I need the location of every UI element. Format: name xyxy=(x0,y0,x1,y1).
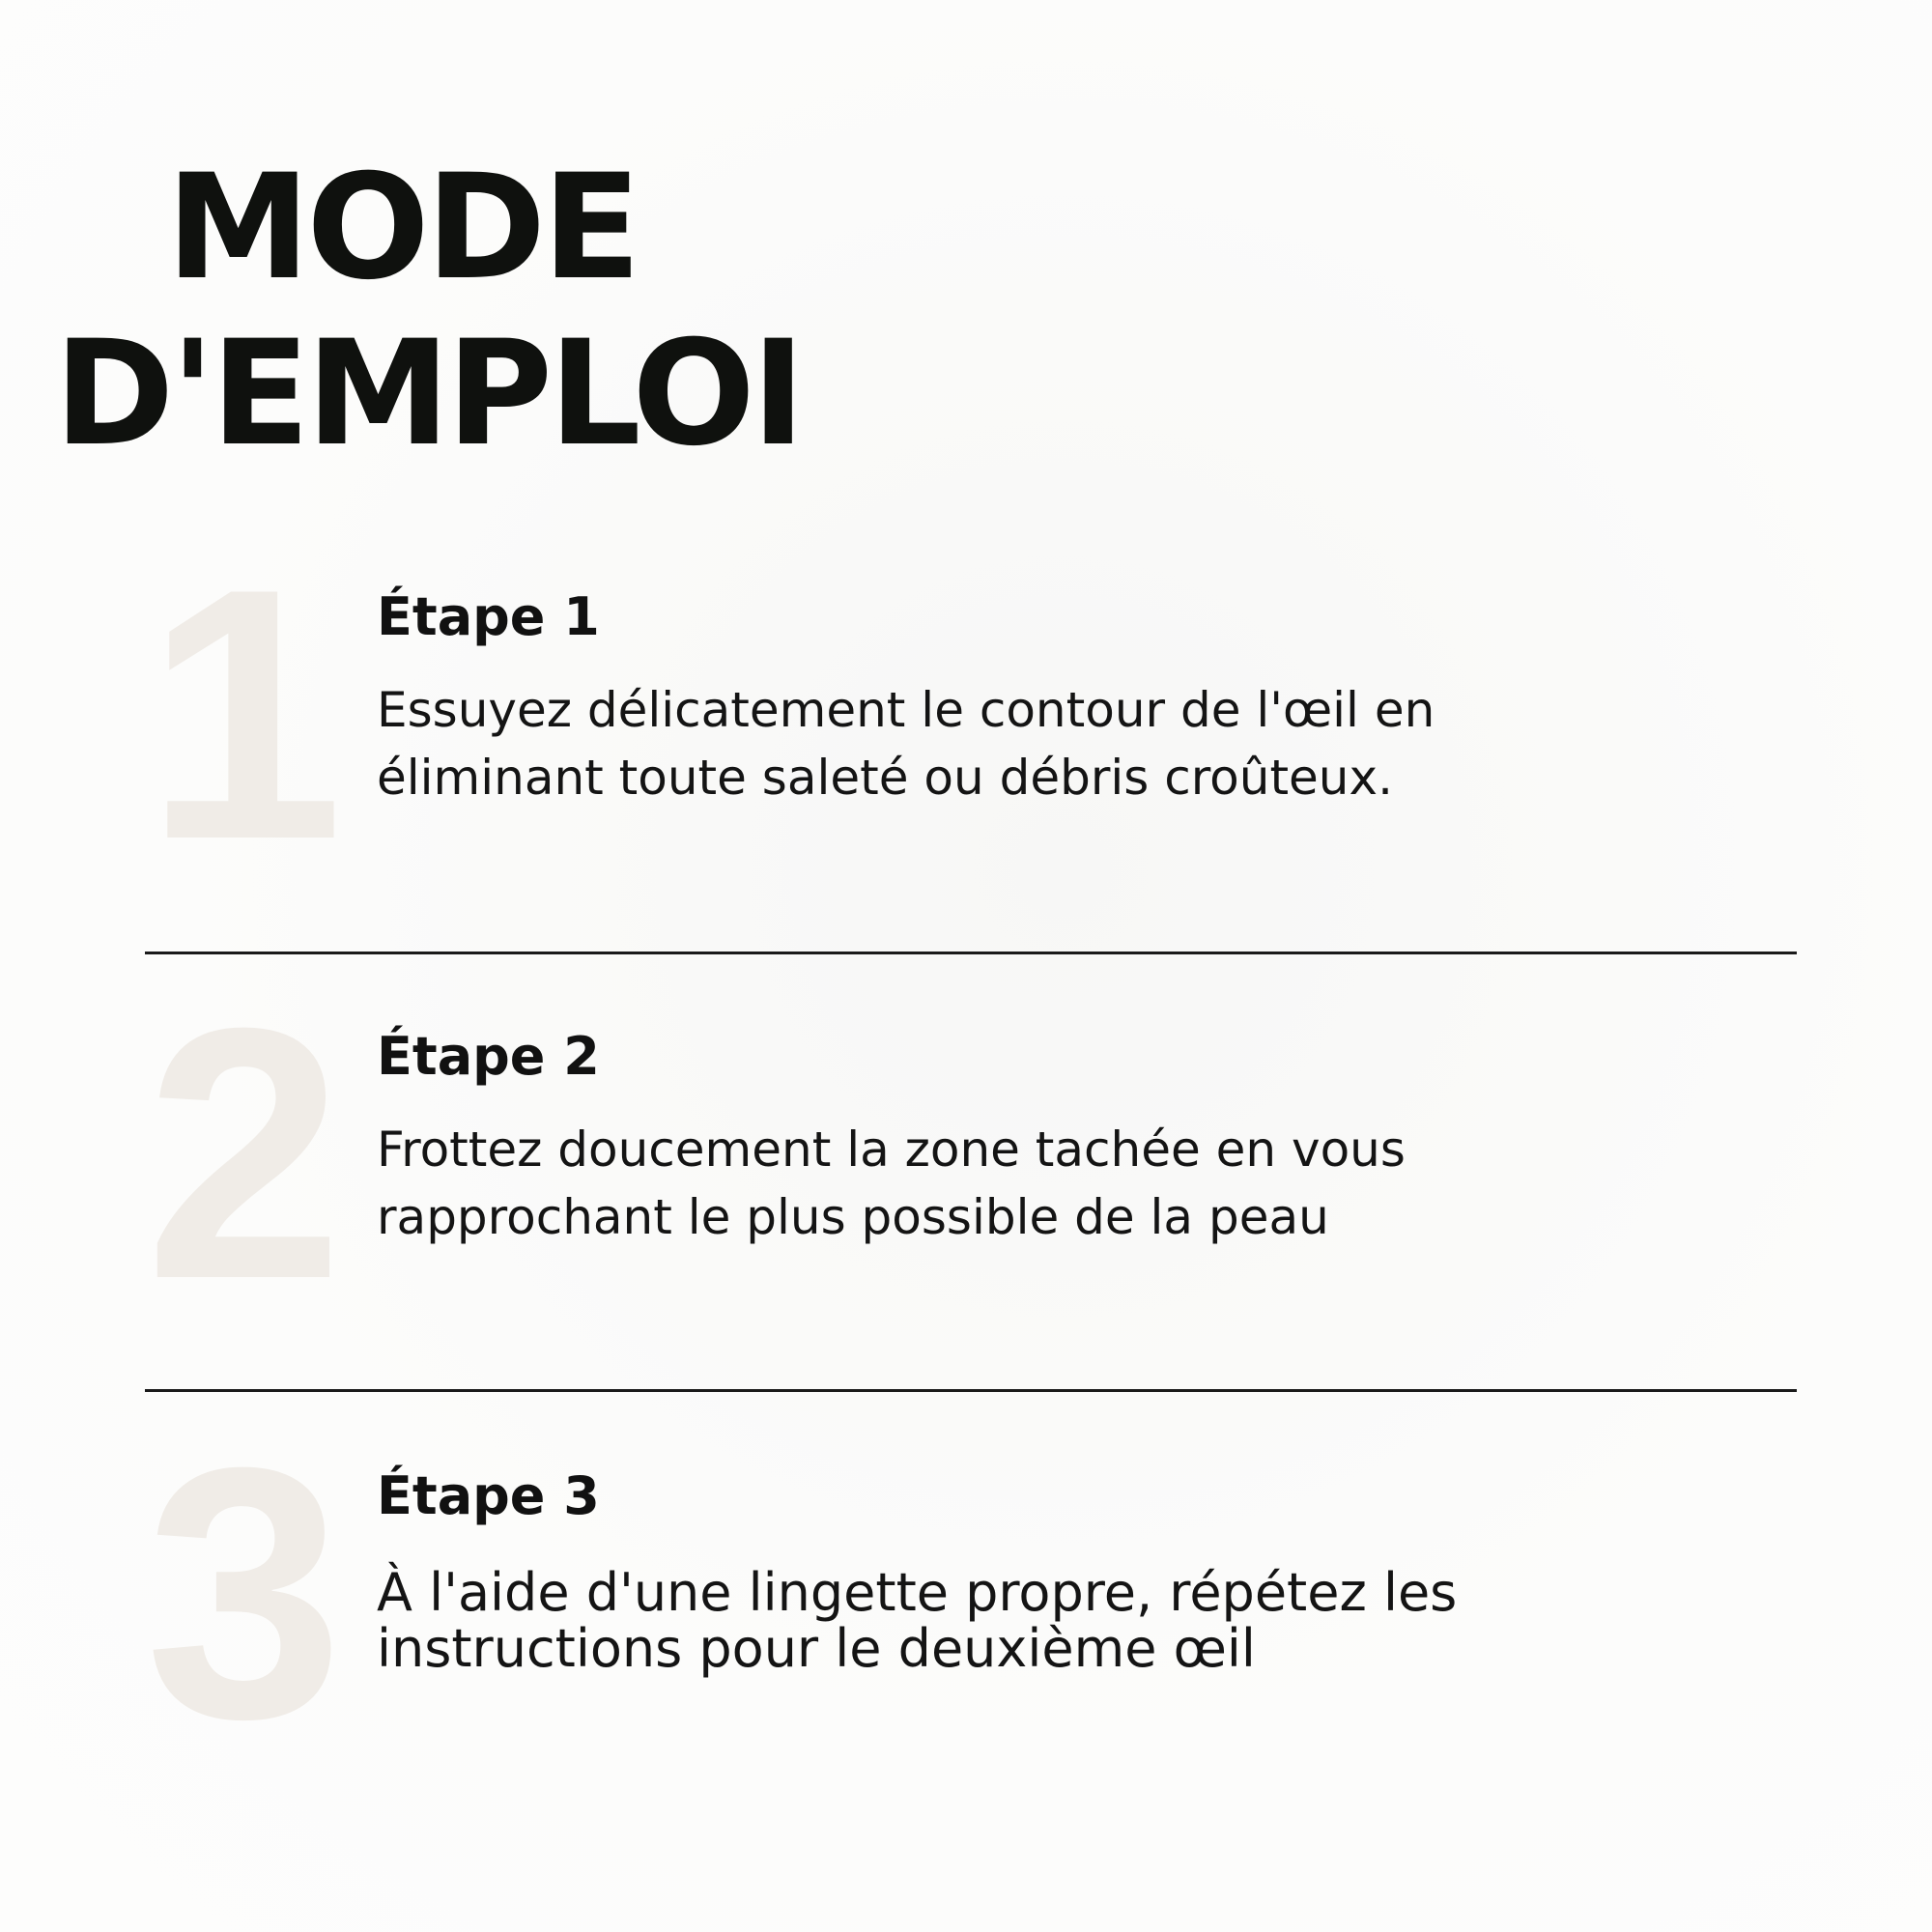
step-3-text-line-1: À l'aide d'une lingette propre, répétez les xyxy=(377,1562,1458,1623)
step-1-text-line-2: éliminant toute saleté ou débris croûteux. xyxy=(377,750,1393,806)
page-title xyxy=(54,145,802,477)
step-1-heading: Étape 1 xyxy=(377,586,600,647)
step-3-number: 3 xyxy=(145,1394,344,1793)
step-2-text-line-2: rapprochant le plus possible de la peau xyxy=(377,1189,1329,1245)
divider-1 xyxy=(145,952,1797,954)
divider-2 xyxy=(145,1389,1797,1392)
step-2-text xyxy=(377,1116,1633,1251)
step-1 xyxy=(0,515,1932,914)
step-1-text xyxy=(377,676,1633,811)
step-3 xyxy=(0,1394,1932,1793)
step-3-heading: Étape 3 xyxy=(377,1465,600,1526)
title-line-1: MODE xyxy=(166,144,638,312)
step-2-heading: Étape 2 xyxy=(377,1026,600,1087)
step-3-text-line-2: instructions pour le deuxième œil xyxy=(377,1618,1256,1679)
step-1-text-line-1: Essuyez délicatement le contour de l'œil en xyxy=(377,682,1435,738)
step-1-number: 1 xyxy=(145,515,344,914)
title-line-2: D'EMPLOI xyxy=(54,310,802,478)
step-3-text xyxy=(377,1562,1633,1679)
step-2 xyxy=(0,954,1932,1353)
step-2-number: 2 xyxy=(145,954,344,1353)
step-2-text-line-1: Frottez doucement la zone tachée en vous xyxy=(377,1122,1406,1178)
